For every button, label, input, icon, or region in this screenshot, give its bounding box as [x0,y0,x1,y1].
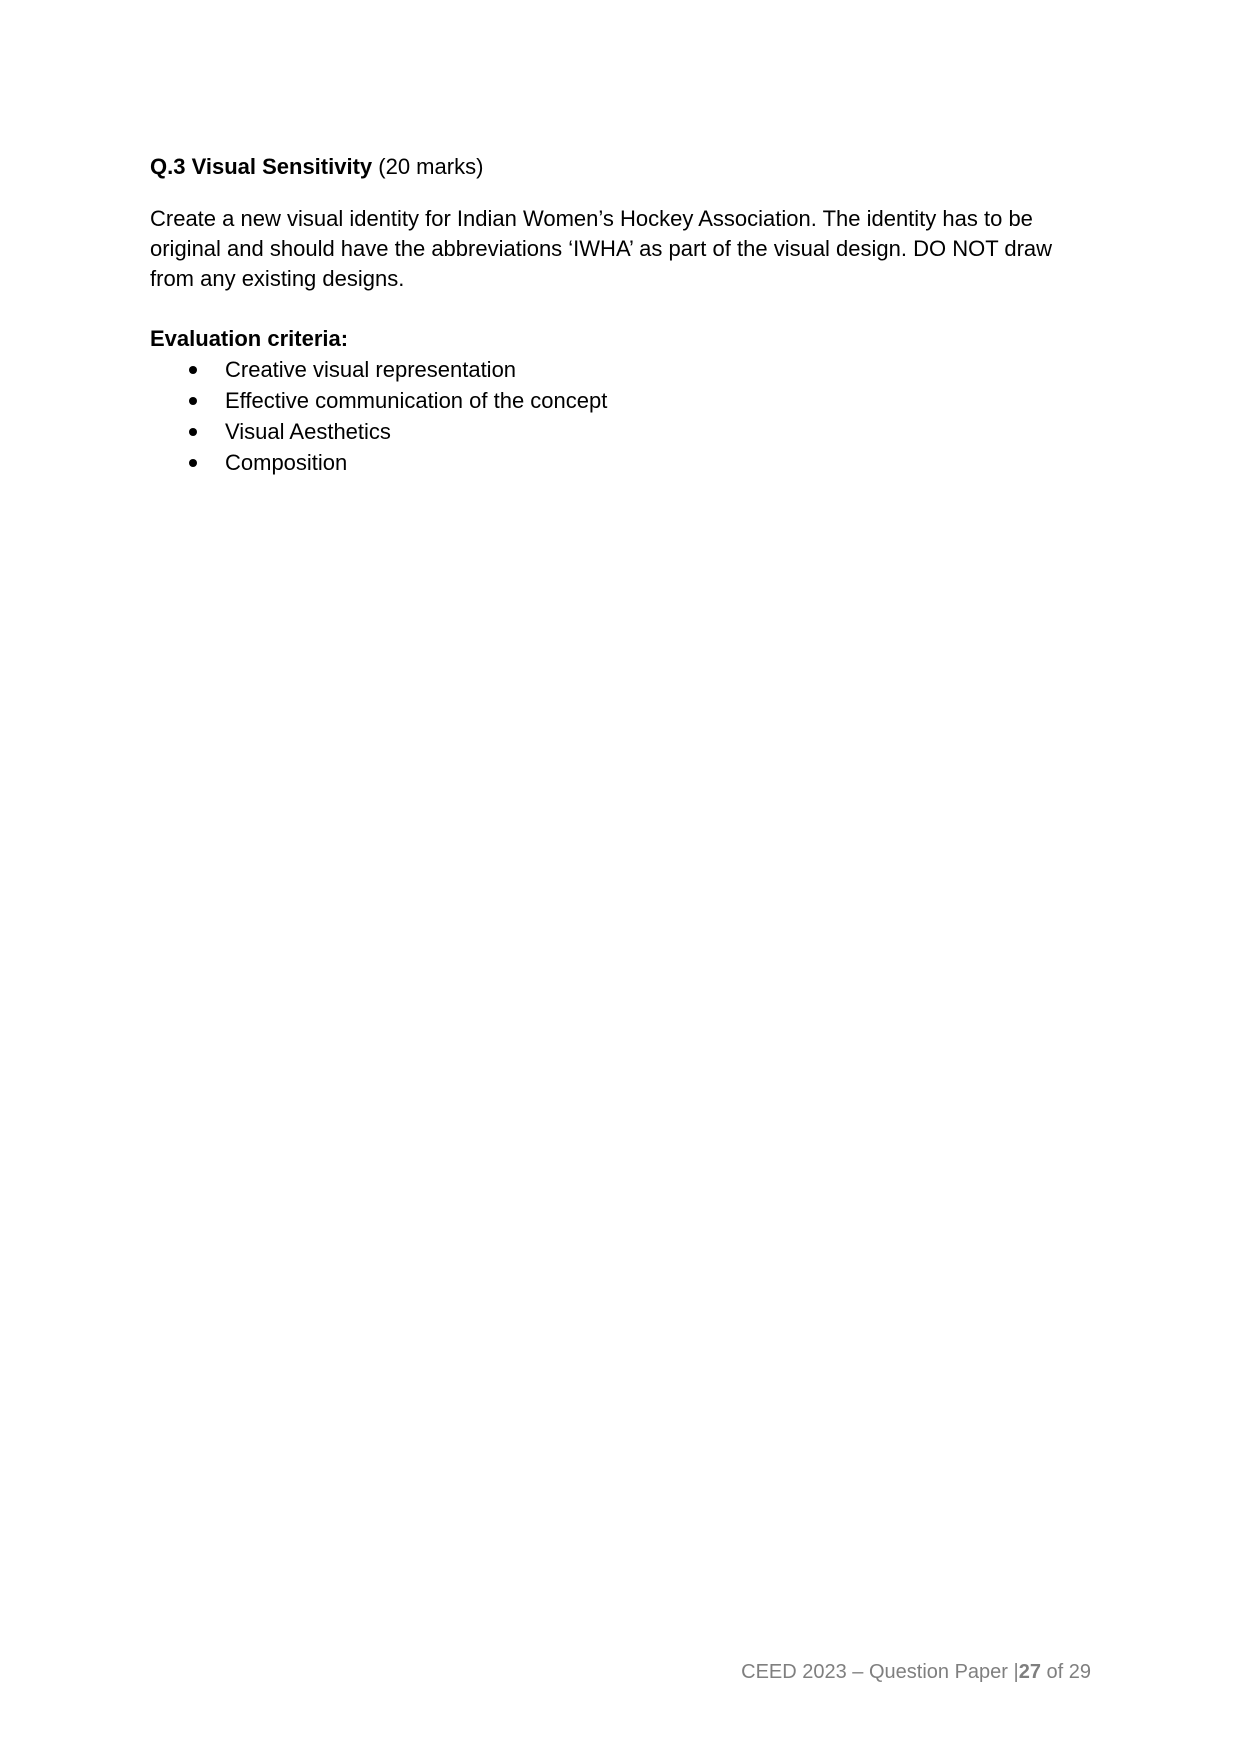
bullet-icon [189,366,197,374]
list-item [150,354,1100,385]
list-item [150,447,1100,478]
bullet-icon [189,459,197,467]
question-body: Create a new visual identity for Indian Women’s Hockey Association. The identity has to be original and should have the abbreviations ‘IWHA’ as part of the visual design. DO NOT draw from any existing designs. [150,206,1053,291]
list-item [150,416,1100,447]
question-title: Q.3 Visual Sensitivity [150,154,373,179]
criteria-item-label: Creative visual representation [225,357,517,382]
question-section [150,150,1100,478]
criteria-item-label: Effective communication of the concept [225,388,608,413]
bullet-icon [189,428,197,436]
list-item [150,385,1100,416]
bullet-icon [189,397,197,405]
criteria-list [150,354,1100,478]
page-number-current: 27 [1018,1661,1041,1683]
footer-label: CEED 2023 – Question Paper | [741,1661,1019,1683]
criteria-heading: Evaluation criteria: [150,326,349,351]
criteria-item-label: Visual Aesthetics [225,419,391,444]
page-number-total: of 29 [1046,1661,1091,1683]
page-footer [741,1658,1091,1686]
criteria-item-label: Composition [225,450,348,475]
question-heading [150,150,1100,184]
question-marks: (20 marks) [378,154,484,179]
